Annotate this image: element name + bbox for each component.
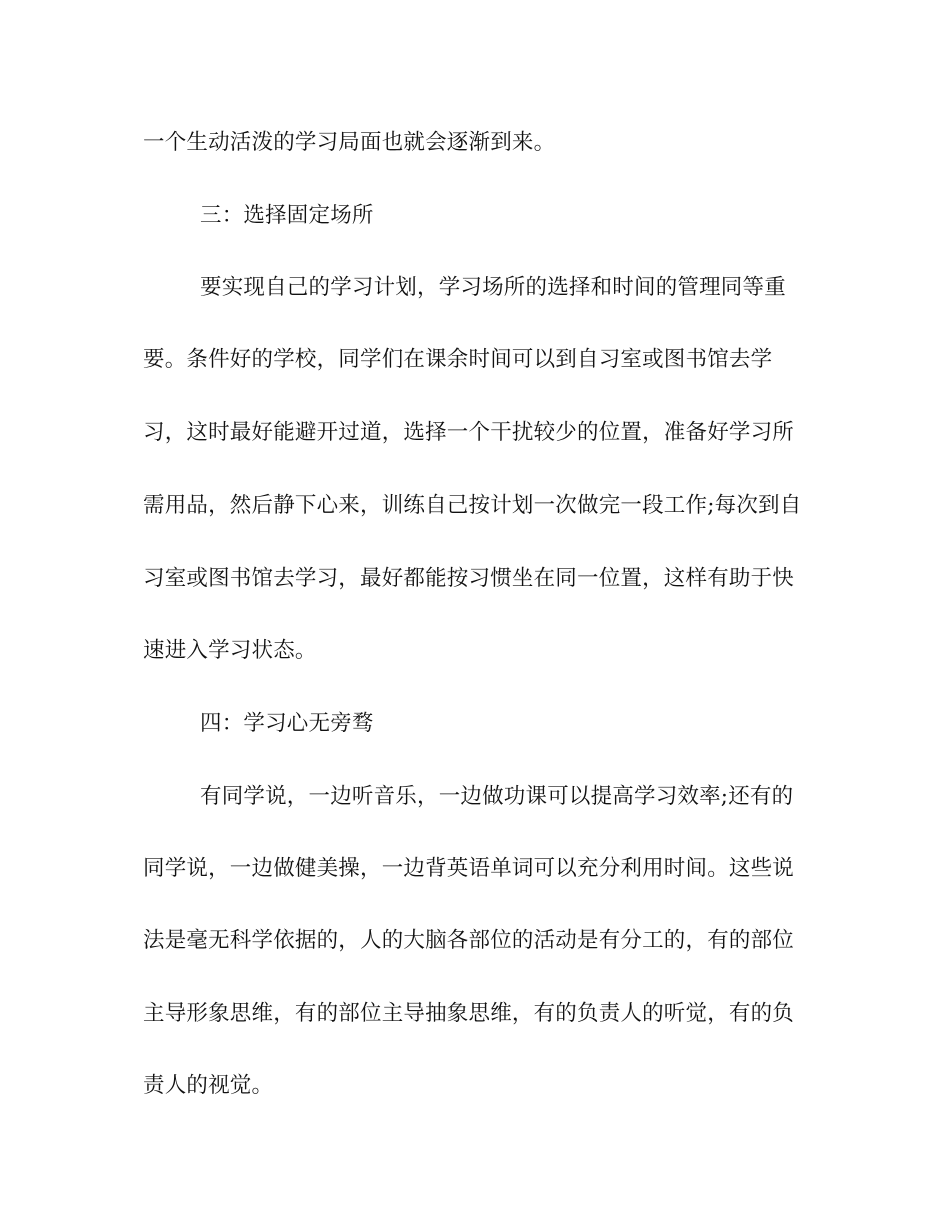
paragraph-line: 有同学说，一边听音乐，一边做功课可以提高学习效率;还有的 (200, 784, 794, 809)
paragraph-line: 责人的视觉。 (143, 1073, 274, 1098)
paragraph-line: 主导形象思维，有的部位主导抽象思维，有的负责人的听觉，有的负 (143, 1001, 795, 1026)
paragraph-line: 一个生动活泼的学习局面也就会逐渐到来。 (143, 130, 556, 155)
section-heading: 四：学习心无旁骛 (200, 711, 374, 736)
paragraph-line: 同学说，一边做健美操，一边背英语单词可以充分利用时间。这些说 (143, 856, 795, 881)
paragraph-line: 习室或图书馆去学习，最好都能按习惯坐在同一位置，这样有助于快 (143, 566, 795, 591)
paragraph-line: 法是毫无科学依据的，人的大脑各部位的活动是有分工的，有的部位 (143, 928, 795, 953)
paragraph-line: 要。条件好的学校，同学们在课余时间可以到自习室或图书馆去学 (143, 347, 773, 372)
section-heading: 三：选择固定场所 (200, 203, 374, 228)
paragraph-line: 速进入学习状态。 (143, 638, 317, 663)
paragraph-line: 需用品，然后静下心来，训练自己按计划一次做完一段工作;每次到自 (143, 493, 802, 518)
paragraph-line: 习，这时最好能避开过道，选择一个干扰较少的位置，准备好学习所 (143, 420, 795, 445)
paragraph-line: 要实现自己的学习计划，学习场所的选择和时间的管理同等重 (200, 275, 786, 300)
